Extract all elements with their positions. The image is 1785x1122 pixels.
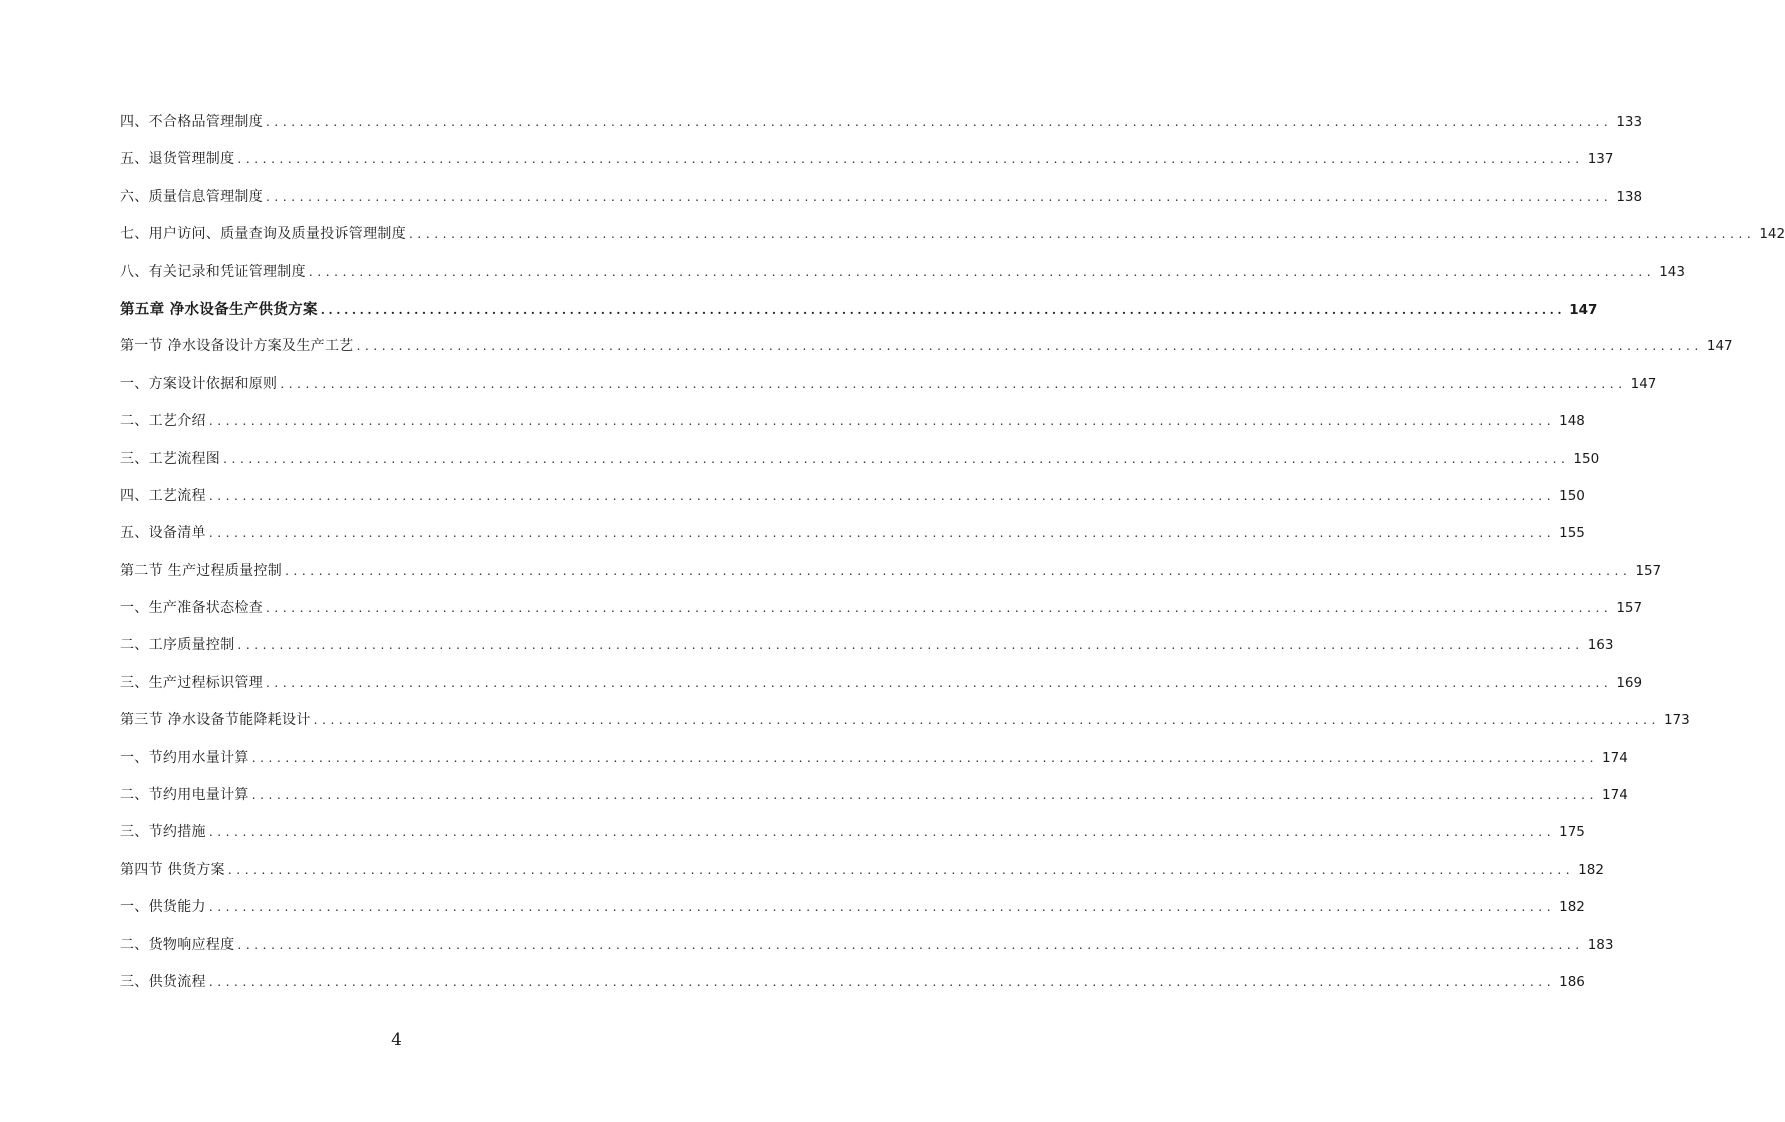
toc-section-entry[interactable] xyxy=(120,328,1733,365)
toc-section-entry[interactable] xyxy=(120,553,1662,590)
toc-entry[interactable] xyxy=(120,366,1657,403)
toc-dot-leader: ................................................................................................................................................................ xyxy=(208,414,1556,429)
toc-entry[interactable] xyxy=(120,104,1643,141)
toc-entry[interactable] xyxy=(120,403,1585,440)
toc-entry[interactable] xyxy=(120,478,1585,515)
toc-entry-title: 第三节 净水设备节能降耗设计 xyxy=(120,712,311,729)
toc-entry-page: 163 xyxy=(1587,637,1614,654)
toc-entry[interactable] xyxy=(120,889,1585,926)
toc-dot-leader: ................................................................................................................................................................ xyxy=(208,526,1556,541)
toc-dot-leader: ................................................................................................................................................................ xyxy=(266,189,1613,204)
toc-dot-leader: ................................................................................................................................................................ xyxy=(266,601,1613,616)
toc-dot-leader: ................................................................................................................................................................ xyxy=(208,900,1556,915)
toc-entry-title: 二、节约用电量计算 xyxy=(120,787,249,804)
toc-entry-title: 四、工艺流程 xyxy=(120,487,206,504)
toc-entry-page: 137 xyxy=(1587,151,1614,168)
toc-entry-page: 169 xyxy=(1616,674,1643,691)
toc-entry-title: 四、不合格品管理制度 xyxy=(120,114,263,130)
toc-entry-title: 一、供货能力 xyxy=(120,899,206,916)
toc-entry[interactable] xyxy=(120,814,1585,851)
toc-dot-leader: ................................................................................................................................................................ xyxy=(280,376,1627,391)
toc-entry-title: 二、货物响应程度 xyxy=(120,936,235,953)
toc-dot-leader: ................................................................................................................................................................ xyxy=(313,713,1660,728)
toc-entry[interactable] xyxy=(120,964,1585,1001)
toc-entry-title: 三、生产过程标识管理 xyxy=(120,674,263,691)
toc-dot-leader: ................................................................................................................................................................ xyxy=(308,264,1656,279)
toc-entry-title: 三、工艺流程图 xyxy=(120,450,221,467)
toc-dot-leader: ................................................................................................................................................................ xyxy=(266,115,1613,129)
toc-entry-page: 182 xyxy=(1559,899,1585,916)
toc-dot-leader: ................................................................................................................................................................ xyxy=(285,563,1632,578)
toc-entry-page: 182 xyxy=(1578,861,1604,878)
toc-entry[interactable] xyxy=(120,179,1643,216)
toc-dot-leader: ................................................................................................................................................................ xyxy=(208,974,1556,989)
toc-entry-page: 174 xyxy=(1602,787,1628,804)
table-of-contents xyxy=(120,104,1785,1001)
toc-entry-page: 157 xyxy=(1635,562,1662,579)
toc-entry-page: 148 xyxy=(1559,413,1585,430)
toc-entry-title: 第二节 生产过程质量控制 xyxy=(120,562,283,579)
toc-entry-page: 183 xyxy=(1587,936,1614,953)
toc-dot-leader: ................................................................................................................................................................ xyxy=(320,302,1566,317)
toc-entry-page: 138 xyxy=(1616,188,1643,205)
toc-entry-page: 155 xyxy=(1559,525,1585,542)
toc-entry[interactable] xyxy=(120,740,1628,777)
toc-entry-page: 173 xyxy=(1663,712,1690,729)
toc-entry-page: 175 xyxy=(1559,824,1585,841)
toc-entry-title: 六、质量信息管理制度 xyxy=(120,188,263,205)
toc-entry-title: 一、方案设计依据和原则 xyxy=(120,375,278,392)
toc-dot-leader: ................................................................................................................................................................ xyxy=(356,339,1703,354)
page-number: 4 xyxy=(391,1030,402,1050)
toc-entry-page: 157 xyxy=(1616,600,1643,617)
toc-dot-leader: ................................................................................................................................................................ xyxy=(237,638,1584,653)
toc-section-entry[interactable] xyxy=(120,702,1690,739)
toc-dot-leader: ................................................................................................................................................................ xyxy=(208,825,1556,840)
toc-entry-page: 133 xyxy=(1616,114,1643,130)
toc-dot-leader: ................................................................................................................................................................ xyxy=(237,937,1584,952)
toc-entry-page: 142 xyxy=(1759,226,1785,243)
toc-entry-title: 八、有关记录和凭证管理制度 xyxy=(120,263,306,280)
toc-entry[interactable] xyxy=(120,254,1685,291)
toc-entry-title: 三、供货流程 xyxy=(120,973,206,990)
toc-entry-title: 五、退货管理制度 xyxy=(120,151,235,168)
toc-dot-leader: ................................................................................................................................................................ xyxy=(227,862,1575,877)
toc-dot-leader: ................................................................................................................................................................ xyxy=(251,788,1599,803)
toc-entry-title: 第五章 净水设备生产供货方案 xyxy=(120,300,318,318)
toc-dot-leader: ................................................................................................................................................................ xyxy=(266,675,1613,690)
toc-entry[interactable] xyxy=(120,665,1643,702)
toc-entry-page: 147 xyxy=(1630,375,1657,392)
toc-dot-leader: ................................................................................................................................................................ xyxy=(251,750,1599,765)
toc-entry[interactable] xyxy=(120,927,1614,964)
toc-entry[interactable] xyxy=(120,590,1643,627)
toc-entry-title: 二、工序质量控制 xyxy=(120,637,235,654)
toc-entry-title: 三、节约措施 xyxy=(120,824,206,841)
toc-entry-title: 一、节约用水量计算 xyxy=(120,749,249,766)
toc-entry-page: 143 xyxy=(1659,263,1685,280)
toc-entry[interactable] xyxy=(120,141,1614,178)
toc-entry-page: 150 xyxy=(1573,450,1600,467)
toc-entry-page: 147 xyxy=(1569,301,1598,318)
toc-chapter-entry[interactable] xyxy=(120,291,1598,328)
toc-entry[interactable] xyxy=(120,216,1785,253)
toc-entry-page: 174 xyxy=(1602,749,1628,766)
toc-entry[interactable] xyxy=(120,627,1614,664)
toc-entry-page: 150 xyxy=(1559,487,1585,504)
toc-entry[interactable] xyxy=(120,441,1600,478)
toc-entry-title: 五、设备清单 xyxy=(120,525,206,542)
toc-entry-title: 七、用户访问、质量查询及质量投诉管理制度 xyxy=(120,226,406,243)
toc-entry-title: 一、生产准备状态检查 xyxy=(120,600,263,617)
toc-entry-title: 二、工艺介绍 xyxy=(120,413,206,430)
toc-entry[interactable] xyxy=(120,515,1585,552)
toc-dot-leader: ................................................................................................................................................................ xyxy=(223,451,1570,466)
toc-entry[interactable] xyxy=(120,777,1628,814)
toc-dot-leader: ................................................................................................................................................................ xyxy=(409,227,1756,242)
toc-dot-leader: ................................................................................................................................................................ xyxy=(237,152,1584,167)
toc-entry-page: 147 xyxy=(1706,338,1733,355)
toc-section-entry[interactable] xyxy=(120,852,1604,889)
toc-entry-page: 186 xyxy=(1559,973,1585,990)
toc-dot-leader: ................................................................................................................................................................ xyxy=(208,488,1556,503)
toc-entry-title: 第四节 供货方案 xyxy=(120,861,225,878)
toc-entry-title: 第一节 净水设备设计方案及生产工艺 xyxy=(120,338,354,355)
